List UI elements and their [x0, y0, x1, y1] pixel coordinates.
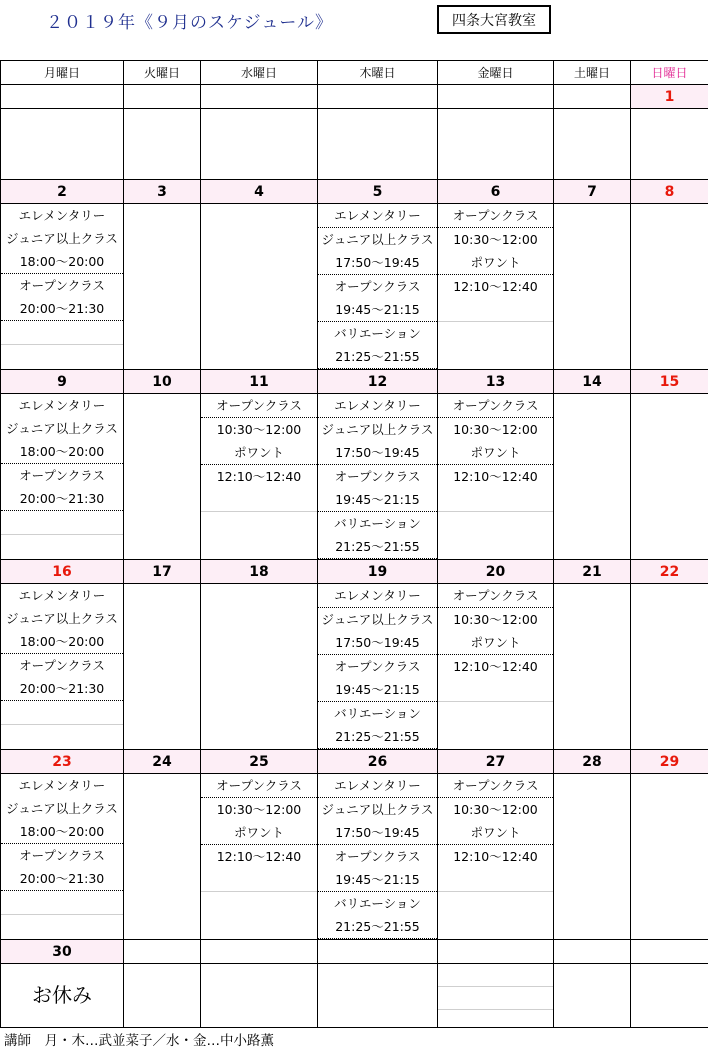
schedule-line: オープンクラス: [201, 774, 317, 798]
schedule-cell: [554, 774, 631, 940]
schedule-line: オープンクラス: [334, 849, 421, 864]
blank-line: [438, 488, 553, 512]
date-cell: [631, 940, 708, 964]
schedule-cell: [438, 204, 554, 370]
weekday-tue: 火曜日: [124, 61, 201, 85]
schedule-cell: [124, 964, 201, 1028]
schedule-cell: [1, 204, 124, 370]
schedule-cell: [124, 774, 201, 940]
schedule-cell: [554, 394, 631, 560]
schedule-line: オープンクラス: [438, 204, 553, 228]
schedule-line: ポワント: [438, 251, 553, 275]
date-cell: 20: [438, 560, 554, 584]
schedule-line: 19:45～21:15: [318, 868, 437, 892]
date-row: [1, 370, 708, 394]
school-name-box: 四条大宮教室: [437, 5, 551, 34]
schedule-line: バリエーション: [334, 896, 421, 911]
schedule-cell: [438, 584, 554, 750]
date-row: [1, 180, 708, 204]
schedule-line: エレメンタリー: [318, 584, 437, 608]
date-cell: [124, 85, 201, 109]
schedule-cell: [1, 394, 124, 560]
schedule-line: オープンクラス: [19, 468, 105, 483]
date-cell: [201, 85, 318, 109]
weekday-sun: 日曜日: [631, 61, 708, 85]
schedule-line: エレメンタリー: [18, 398, 106, 413]
schedule-cell: [1, 774, 124, 940]
schedule-cell: [318, 394, 438, 560]
blank-line: [1, 511, 123, 535]
weekday-header-row: [1, 61, 708, 85]
schedule-cell: [631, 964, 708, 1028]
schedule-line: 10:30～12:00: [453, 232, 538, 247]
schedule-row: [1, 584, 708, 750]
date-cell: 23: [1, 750, 124, 774]
schedule-line: ポワント: [438, 441, 553, 465]
date-cell: [438, 85, 554, 109]
schedule-cell: [631, 584, 708, 750]
date-cell: 15: [631, 370, 708, 394]
schedule-line: 20:00～21:30: [1, 487, 123, 511]
schedule-cell: [554, 584, 631, 750]
schedule-line: 19:45～21:15: [318, 488, 437, 512]
weekday-mon: 月曜日: [1, 61, 124, 85]
schedule-cell: [1, 964, 124, 1028]
schedule-line: 12:10～12:40: [453, 659, 538, 674]
schedule-line: 17:50～19:45: [318, 631, 437, 655]
schedule-line: オープンクラス: [201, 394, 317, 418]
schedule-cell: [201, 964, 318, 1028]
date-cell: 27: [438, 750, 554, 774]
date-cell: 29: [631, 750, 708, 774]
schedule-cell: [631, 774, 708, 940]
schedule-line: エレメンタリー: [18, 588, 106, 603]
date-cell: 28: [554, 750, 631, 774]
schedule-line: エレメンタリー: [18, 208, 106, 223]
schedule-line: 20:00～21:30: [1, 867, 123, 891]
schedule-line: 12:10～12:40: [216, 469, 302, 484]
blank-line: [438, 298, 553, 322]
date-cell: 6: [438, 180, 554, 204]
schedule-cell: [631, 109, 708, 180]
schedule-row: [1, 774, 708, 940]
schedule-line: 12:10～12:40: [453, 849, 538, 864]
schedule-line: エレメンタリー: [318, 774, 437, 798]
date-cell: 12: [318, 370, 438, 394]
schedule-line: 21:25～21:55: [318, 725, 437, 749]
schedule-line: 12:10～12:40: [453, 469, 538, 484]
date-cell: 3: [124, 180, 201, 204]
schedule-line: オープンクラス: [438, 584, 553, 608]
schedule-line: ポワント: [438, 631, 553, 655]
blank-line: [438, 964, 553, 987]
date-row: [1, 940, 708, 964]
blank-line: [1, 701, 123, 725]
schedule-line: 17:50～19:45: [318, 441, 437, 465]
schedule-line: オープンクラス: [19, 278, 105, 293]
date-cell: 21: [554, 560, 631, 584]
schedule-line: 21:25～21:55: [318, 915, 437, 939]
schedule-line: バリエーション: [334, 516, 421, 531]
date-cell: 7: [554, 180, 631, 204]
date-cell: [554, 940, 631, 964]
schedule-cell: [318, 204, 438, 370]
schedule-line: ジュニア以上クラス: [321, 802, 434, 817]
date-cell: 1: [631, 85, 708, 109]
schedule-line: ポワント: [201, 821, 317, 845]
date-cell: 16: [1, 560, 124, 584]
schedule-line: ジュニア以上クラス: [321, 422, 434, 437]
date-cell: [201, 940, 318, 964]
schedule-cell: [554, 109, 631, 180]
schedule-row: [1, 109, 708, 180]
schedule-line: 17:50～19:45: [318, 821, 437, 845]
date-cell: 22: [631, 560, 708, 584]
date-cell: 30: [1, 940, 124, 964]
schedule-cell: [1, 584, 124, 750]
schedule-cell: [1, 109, 124, 180]
date-cell: [554, 85, 631, 109]
date-cell: [1, 85, 124, 109]
schedule-line: ジュニア以上クラス: [6, 801, 118, 816]
date-cell: 25: [201, 750, 318, 774]
page-title: ２０１９年《９月のスケジュール》: [46, 13, 333, 33]
date-cell: 11: [201, 370, 318, 394]
schedule-line: ポワント: [201, 441, 317, 465]
weekday-sat: 土曜日: [554, 61, 631, 85]
date-row: [1, 750, 708, 774]
schedule-line: オープンクラス: [438, 394, 553, 418]
schedule-row: [1, 204, 708, 370]
schedule-line: エレメンタリー: [318, 394, 437, 418]
date-cell: 26: [318, 750, 438, 774]
blank-line: [201, 868, 317, 892]
schedule-cell: [438, 109, 554, 180]
schedule-cell: [554, 964, 631, 1028]
date-cell: 14: [554, 370, 631, 394]
schedule-line: 19:45～21:15: [318, 678, 437, 702]
schedule-cell: [201, 109, 318, 180]
schedule-line: エレメンタリー: [318, 204, 437, 228]
blank-line: [438, 678, 553, 702]
date-row: [1, 85, 708, 109]
date-cell: 13: [438, 370, 554, 394]
schedule-line: 10:30～12:00: [453, 422, 538, 437]
schedule-line: バリエーション: [334, 326, 421, 341]
date-cell: [318, 940, 438, 964]
weekday-fri: 金曜日: [438, 61, 554, 85]
date-cell: 9: [1, 370, 124, 394]
blank-line: [438, 868, 553, 892]
schedule-cell: [318, 774, 438, 940]
instructor-note: 講師 月・木…武並菜子／水・金…中小路薫: [4, 1033, 274, 1049]
schedule-row: [1, 394, 708, 560]
schedule-line: 19:45～21:15: [318, 298, 437, 322]
schedule-line: オープンクラス: [334, 469, 421, 484]
schedule-cell: [631, 204, 708, 370]
schedule-line: オープンクラス: [19, 848, 105, 863]
date-cell: 10: [124, 370, 201, 394]
schedule-cell: [318, 109, 438, 180]
date-row: [1, 560, 708, 584]
schedule-line: バリエーション: [334, 706, 421, 721]
schedule-cell: [438, 774, 554, 940]
schedule-cell: [318, 584, 438, 750]
date-cell: [318, 85, 438, 109]
schedule-line: 17:50～19:45: [318, 251, 437, 275]
blank-line: [201, 488, 317, 512]
date-cell: 19: [318, 560, 438, 584]
schedule-cell: [201, 774, 318, 940]
schedule-line: 18:00～20:00: [1, 630, 123, 654]
schedule-cell: [631, 394, 708, 560]
schedule-line: ジュニア以上クラス: [6, 421, 118, 436]
schedule-line: 20:00～21:30: [1, 677, 123, 701]
schedule-cell: [318, 964, 438, 1028]
schedule-line: オープンクラス: [19, 658, 105, 673]
schedule-cell: [201, 204, 318, 370]
schedule-line: 10:30～12:00: [453, 612, 538, 627]
blank-line: [1, 321, 123, 345]
schedule-cell: [124, 204, 201, 370]
schedule-line: 10:30～12:00: [216, 422, 302, 437]
date-cell: 5: [318, 180, 438, 204]
holiday-label: お休み: [32, 983, 92, 1007]
schedule-line: ポワント: [438, 821, 553, 845]
schedule-line: 18:00～20:00: [1, 250, 123, 274]
weekday-wed: 水曜日: [201, 61, 318, 85]
date-cell: 4: [201, 180, 318, 204]
schedule-line: 10:30～12:00: [453, 802, 538, 817]
schedule-line: オープンクラス: [438, 774, 553, 798]
weekday-thu: 木曜日: [318, 61, 438, 85]
schedule-cell: [554, 204, 631, 370]
date-cell: 2: [1, 180, 124, 204]
schedule-cell: [124, 109, 201, 180]
schedule-row: [1, 964, 708, 1028]
date-cell: [124, 940, 201, 964]
schedule-cell: [124, 584, 201, 750]
schedule-cell: [201, 584, 318, 750]
schedule-line: ジュニア以上クラス: [321, 232, 434, 247]
schedule-line: ジュニア以上クラス: [321, 612, 434, 627]
schedule-line: エレメンタリー: [18, 778, 106, 793]
schedule-line: 12:10～12:40: [453, 279, 538, 294]
date-cell: [438, 940, 554, 964]
date-cell: 17: [124, 560, 201, 584]
schedule-line: オープンクラス: [334, 659, 421, 674]
schedule-line: 12:10～12:40: [216, 849, 302, 864]
schedule-line: 21:25～21:55: [318, 535, 437, 559]
schedule-cell: [124, 394, 201, 560]
schedule-line: 21:25～21:55: [318, 345, 437, 369]
schedule-cell: [201, 394, 318, 560]
schedule-line: ジュニア以上クラス: [6, 231, 118, 246]
blank-line: [1, 891, 123, 915]
schedule-cell: [438, 964, 554, 1028]
blank-line: [438, 987, 553, 1010]
date-cell: 18: [201, 560, 318, 584]
schedule-line: 18:00～20:00: [1, 820, 123, 844]
schedule-line: 20:00～21:30: [1, 297, 123, 321]
schedule-line: オープンクラス: [334, 279, 421, 294]
schedule-line: 18:00～20:00: [1, 440, 123, 464]
date-cell: 8: [631, 180, 708, 204]
schedule-cell: [438, 394, 554, 560]
date-cell: 24: [124, 750, 201, 774]
schedule-calendar: [0, 60, 708, 1028]
schedule-line: ジュニア以上クラス: [6, 611, 118, 626]
schedule-line: 10:30～12:00: [216, 802, 302, 817]
